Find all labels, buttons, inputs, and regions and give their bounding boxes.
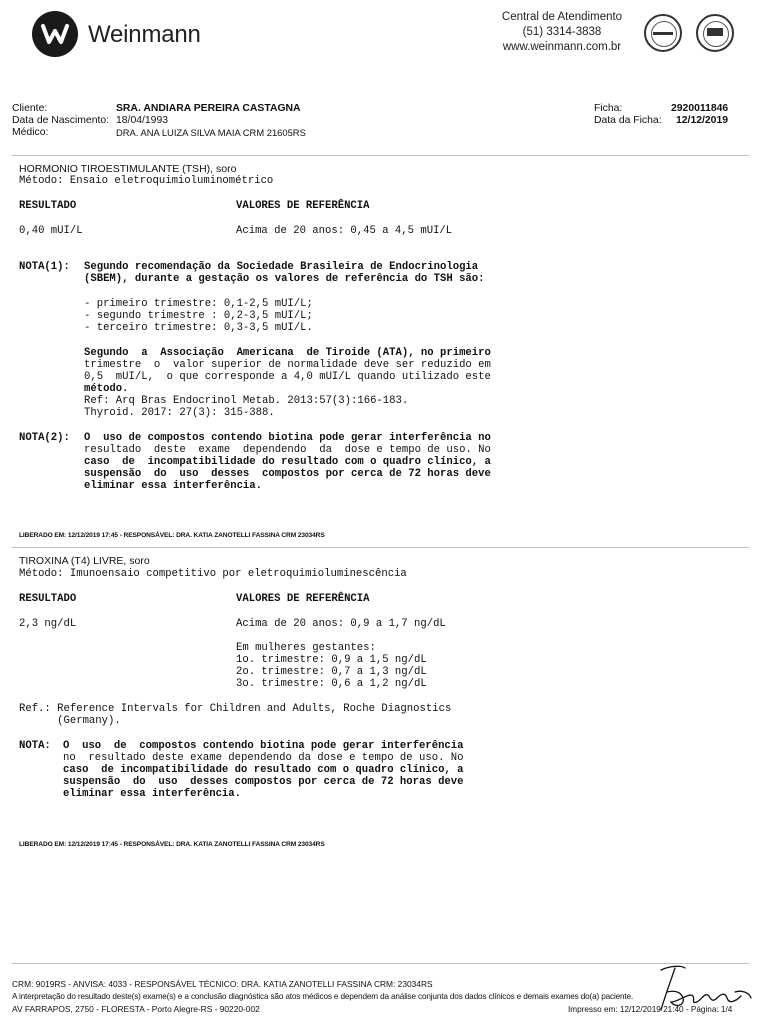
divider — [12, 155, 749, 156]
exam1-note2-line5: eliminar essa interferência. — [84, 480, 263, 492]
exam2-ref-value: Acima de 20 anos: 0,9 a 1,7 ng/dL — [236, 618, 446, 630]
birth-date: 18/04/1993 — [116, 115, 169, 126]
exam2-released-line: LIBERADO EM: 12/12/2019 17:45 - RESPONSÁVEL: DRA. KATIA ZANOTELLI FASSINA CRM 23034RS — [19, 841, 325, 848]
ficha-date-label: Data da Ficha: — [594, 115, 662, 126]
exam1-note1-label: NOTA(1): — [19, 261, 70, 273]
footer-address: AV FARRAPOS, 2750 - FLORESTA - Porto Alegre-RS - 90220-002 — [12, 1004, 260, 1014]
exam1-ata-line1: Segundo a Associação Americana de Tiroide (ATA), no primeiro — [84, 347, 491, 359]
palc-certification-seal-icon — [696, 14, 734, 52]
exam1-note1-line1: Segundo recomendação da Sociedade Brasileira de Endocrinologia — [84, 261, 479, 273]
exam1-note2-line1: O uso de compostos contendo biotina pode gerar interferência no — [84, 432, 491, 444]
footer-crm-line: CRM: 9019RS - ANVISA: 4033 - RESPONSÁVEL TÉCNICO: DRA. KATIA ZANOTELLI FASSINA CRM: 23034RS — [12, 979, 433, 989]
exam1-result-header: RESULTADO — [19, 200, 77, 212]
doctor-label: Médico: — [12, 127, 49, 138]
exam2-pregnant-tri2: 2o. trimestre: 0,7 a 1,3 ng/dL — [236, 666, 427, 678]
exam2-result-value: 2,3 ng/dL — [19, 618, 77, 630]
exam1-ref-value: Acima de 20 anos: 0,45 a 4,5 mUI/L — [236, 225, 453, 237]
client-label: Cliente: — [12, 103, 48, 114]
exam1-note2-line4: suspensão do uso desses compostos por cerca de 72 horas deve — [84, 468, 491, 480]
dnv-certification-seal-icon — [644, 14, 682, 52]
exam1-released-line: LIBERADO EM: 12/12/2019 17:45 - RESPONSÁVEL: DRA. KATIA ZANOTELLI FASSINA CRM 23034RS — [19, 532, 325, 539]
brand-name: Weinmann — [88, 21, 201, 48]
footer-interpretation-line: A interpretação do resultado deste(s) exame(s) e a conclusão diagnóstica são atos médicos e dependem da análise conjunta dos dados clínicos e demais exames do(a) paciente. — [12, 992, 634, 1001]
exam1-reference-line2: Thyroid. 2017: 27(3): 315-388. — [84, 407, 275, 419]
contact-phone[interactable]: (51) 3314-3838 — [522, 26, 602, 38]
doctor-name: DRA. ANA LUIZA SILVA MAIA CRM 21605RS — [116, 127, 306, 138]
exam1-note2-label: NOTA(2): — [19, 432, 70, 444]
exam2-pregnant-tri1: 1o. trimestre: 0,9 a 1,5 ng/dL — [236, 654, 427, 666]
exam1-trimester1: - primeiro trimestre: 0,1-2,5 mUI/L; — [84, 298, 313, 310]
ficha-label: Ficha: — [594, 103, 623, 114]
exam1-note2-line3: caso de incompatibilidade do resultado com o quadro clínico, a — [84, 456, 491, 468]
exam1-name: HORMONIO TIROESTIMULANTE (TSH), soro — [19, 163, 237, 175]
exam1-ref-header: VALORES DE REFERÊNCIA — [236, 200, 370, 212]
contact-title: Central de Atendimento — [501, 11, 623, 23]
signature-icon — [655, 962, 755, 1014]
birth-date-label: Data de Nascimento: — [12, 115, 110, 126]
exam2-pregnant-title: Em mulheres gestantes: — [236, 642, 376, 654]
exam2-result-header: RESULTADO — [19, 593, 77, 605]
exam2-pregnant-tri3: 3o. trimestre: 0,6 a 1,2 ng/dL — [236, 678, 427, 690]
exam2-note-line4: suspensão do uso desses compostos por cerca de 72 horas deve — [63, 776, 464, 788]
exam2-reference-line2: (Germany). — [19, 715, 121, 727]
ficha-number: 2920011846 — [671, 103, 729, 114]
exam1-ata-line2: trimestre o valor superior de normalidade deve ser reduzido em — [84, 359, 491, 371]
logo-mark-icon — [32, 11, 78, 57]
contact-website[interactable]: www.weinmann.com.br — [502, 41, 622, 53]
exam2-name: TIROXINA (T4) LIVRE, soro — [19, 555, 150, 567]
exam1-result-value: 0,40 mUI/L — [19, 225, 83, 237]
exam1-ata-line3: 0,5 mUI/L, o que corresponde a 4,0 mUI/L quando utilizado este — [84, 371, 491, 383]
exam1-note1-line2: (SBEM), durante a gestação os valores de referência do TSH são: — [84, 273, 485, 285]
exam1-note2-line2: resultado deste exame dependendo da dose e tempo de uso. No — [84, 444, 491, 456]
exam1-trimester3: - terceiro trimestre: 0,3-3,5 mUI/L. — [84, 322, 313, 334]
contact-block — [492, 10, 632, 55]
divider — [12, 547, 749, 548]
footer-printed-info: Impresso em: 12/12/2019 21:40 - Página: 1/4 — [568, 1005, 733, 1014]
divider — [12, 963, 749, 964]
ficha-date: 12/12/2019 — [676, 115, 729, 126]
client-name: SRA. ANDIARA PEREIRA CASTAGNA — [116, 103, 301, 114]
exam2-note-line2: no resultado deste exame dependendo da dose e tempo de uso. No — [63, 752, 464, 764]
exam1-trimester2: - segundo trimestre : 0,2-3,5 mUI/L; — [84, 310, 313, 322]
exam1-method: Método: Ensaio eletroquimioluminométrico — [19, 175, 274, 187]
exam1-ata-line4: método. — [84, 383, 129, 395]
exam2-reference-line1: Ref.: Reference Intervals for Children and Adults, Roche Diagnostics — [19, 703, 452, 715]
exam2-note-line1: O uso de compostos contendo biotina pode gerar interferência — [63, 740, 464, 752]
exam2-note-line3: caso de incompatibilidade do resultado com o quadro clínico, a — [63, 764, 464, 776]
exam2-ref-header: VALORES DE REFERÊNCIA — [236, 593, 370, 605]
weinmann-logo-icon — [32, 11, 78, 57]
exam2-note-label: NOTA: — [19, 740, 51, 752]
exam2-method: Método: Imunoensaio competitivo por eletroquimioluminescência — [19, 568, 407, 580]
exam2-note-line5: eliminar essa interferência. — [63, 788, 242, 800]
exam1-reference-line1: Ref: Arq Bras Endocrinol Metab. 2013:57(3):166-183. — [84, 395, 409, 407]
